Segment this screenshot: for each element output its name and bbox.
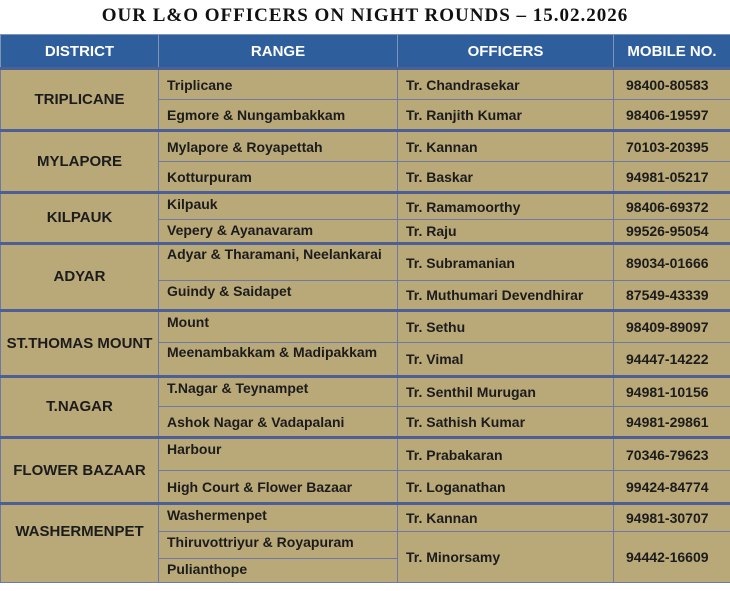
header-row	[1, 35, 730, 69]
district-cell: ST.THOMAS MOUNT	[1, 311, 159, 377]
district-cell: WASHERMENPET	[1, 504, 159, 583]
range-cell: T.Nagar & Teynampet	[159, 377, 398, 407]
table-row	[1, 69, 730, 100]
mobile-cell: 87549-43339	[614, 281, 730, 311]
mobile-cell: 94442-16609	[614, 532, 730, 583]
range-cell: Mount	[159, 311, 398, 343]
range-cell: High Court & Flower Bazaar	[159, 471, 398, 504]
officer-cell: Tr. Vimal	[398, 343, 614, 377]
table-row	[1, 131, 730, 162]
range-cell: Kotturpuram	[159, 162, 398, 193]
district-cell: ADYAR	[1, 244, 159, 311]
table-row	[1, 438, 730, 471]
officer-cell: Tr. Muthumari Devendhirar	[398, 281, 614, 311]
officer-cell: Tr. Loganathan	[398, 471, 614, 504]
table-row	[1, 377, 730, 407]
range-cell: Harbour	[159, 438, 398, 471]
table-row	[1, 193, 730, 220]
table-row	[1, 244, 730, 281]
mobile-cell: 99526-95054	[614, 220, 730, 244]
officer-cell: Tr. Kannan	[398, 504, 614, 532]
officer-cell: Tr. Ranjith Kumar	[398, 100, 614, 131]
mobile-cell: 94981-05217	[614, 162, 730, 193]
officer-cell: Tr. Kannan	[398, 131, 614, 162]
district-cell: KILPAUK	[1, 193, 159, 244]
mobile-cell: 70346-79623	[614, 438, 730, 471]
officer-cell: Tr. Subramanian	[398, 244, 614, 281]
officer-cell: Tr. Sathish Kumar	[398, 407, 614, 438]
mobile-cell: 98406-69372	[614, 193, 730, 220]
range-cell: Guindy & Saidapet	[159, 281, 398, 311]
officers-table	[0, 34, 730, 583]
mobile-cell: 94981-29861	[614, 407, 730, 438]
table-row	[1, 504, 730, 532]
column-header-range: RANGE	[159, 35, 398, 69]
officer-cell: Tr. Chandrasekar	[398, 69, 614, 100]
mobile-cell: 89034-01666	[614, 244, 730, 281]
mobile-cell: 94981-30707	[614, 504, 730, 532]
officer-cell: Tr. Ramamoorthy	[398, 193, 614, 220]
district-cell: TRIPLICANE	[1, 69, 159, 131]
district-cell: FLOWER BAZAAR	[1, 438, 159, 504]
officer-cell: Tr. Senthil Murugan	[398, 377, 614, 407]
mobile-cell: 99424-84774	[614, 471, 730, 504]
mobile-cell: 98406-19597	[614, 100, 730, 131]
range-cell: Vepery & Ayanavaram	[159, 220, 398, 244]
table-row	[1, 311, 730, 343]
range-cell: Triplicane	[159, 69, 398, 100]
range-cell: Pulianthope	[159, 559, 398, 583]
column-header-mobile: MOBILE NO.	[614, 35, 730, 69]
range-cell: Egmore & Nungambakkam	[159, 100, 398, 131]
mobile-cell: 98400-80583	[614, 69, 730, 100]
officer-cell: Tr. Baskar	[398, 162, 614, 193]
range-cell: Washermenpet	[159, 504, 398, 532]
column-header-officers: OFFICERS	[398, 35, 614, 69]
range-cell: Kilpauk	[159, 193, 398, 220]
officer-cell: Tr. Prabakaran	[398, 438, 614, 471]
range-cell: Ashok Nagar & Vadapalani	[159, 407, 398, 438]
mobile-cell: 94447-14222	[614, 343, 730, 377]
range-cell: Thiruvottriyur & Royapuram	[159, 532, 398, 559]
mobile-cell: 70103-20395	[614, 131, 730, 162]
officer-cell: Tr. Raju	[398, 220, 614, 244]
column-header-district: DISTRICT	[1, 35, 159, 69]
district-cell: MYLAPORE	[1, 131, 159, 193]
range-cell: Mylapore & Royapettah	[159, 131, 398, 162]
page-title: OUR L&O OFFICERS ON NIGHT ROUNDS – 15.02.2026	[101, 5, 629, 26]
mobile-cell: 98409-89097	[614, 311, 730, 343]
mobile-cell: 94981-10156	[614, 377, 730, 407]
officer-cell: Tr. Sethu	[398, 311, 614, 343]
range-cell: Meenambakkam & Madipakkam	[159, 343, 398, 377]
range-cell: Adyar & Tharamani, Neelankarai	[159, 244, 398, 281]
officer-cell: Tr. Minorsamy	[398, 532, 614, 583]
district-cell: T.NAGAR	[1, 377, 159, 438]
